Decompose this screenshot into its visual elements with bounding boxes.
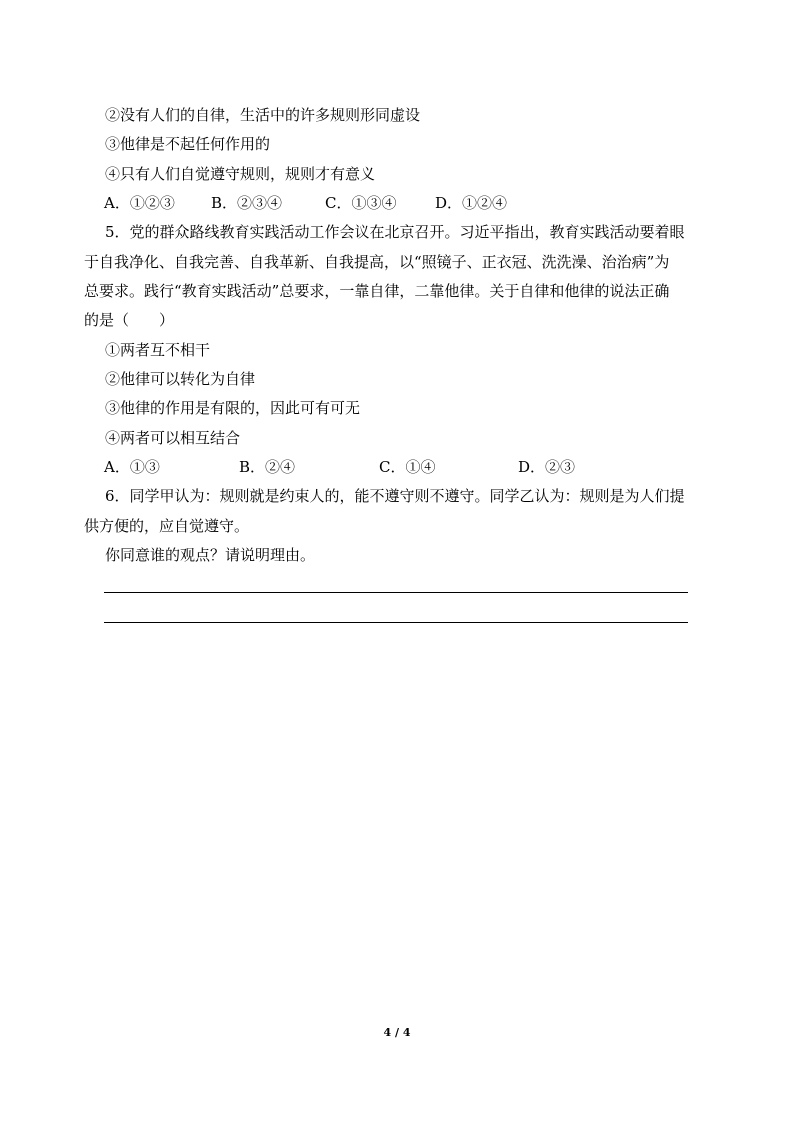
q5-option-2: ②他律可以转化为自律 <box>105 370 256 388</box>
q5-choice-c: C．①④ <box>379 458 436 476</box>
q5-stem-line-3: 总要求。践行“教育实践活动”总要求，一靠自律，二靠他律。关于自律和他律的说法正确 <box>84 282 670 300</box>
answer-line-2[interactable] <box>104 622 688 623</box>
q6-stem-line-2: 供方便的，应自觉遵守。 <box>84 517 250 535</box>
answer-line-1[interactable] <box>104 592 688 593</box>
q5-choice-d: D．②③ <box>518 458 576 476</box>
q4-choice-d: D．①②④ <box>435 194 508 212</box>
q4-option-4: ④只有人们自觉遵守规则，规则才有意义 <box>105 165 376 183</box>
q5-choice-b: B．②④ <box>239 458 296 476</box>
q4-option-2: ②没有人们的自律，生活中的许多规则形同虚设 <box>105 106 421 124</box>
page-number: 4 / 4 <box>383 1026 411 1039</box>
q5-choice-a: A．①③ <box>104 458 160 476</box>
q4-choice-b: B．②③④ <box>211 194 283 212</box>
q4-choice-c: C．①③④ <box>325 194 397 212</box>
q5-option-4: ④两者可以相互结合 <box>105 429 241 447</box>
q5-stem-line-1: 5．党的群众路线教育实践活动工作会议在北京召开。习近平指出，教育实践活动要着眼 <box>105 223 685 241</box>
q5-stem-line-2: 于自我净化、自我完善、自我革新、自我提高，以“照镜子、正衣冠、洗洗澡、治治病”为 <box>84 253 670 271</box>
q4-option-3: ③他律是不起任何作用的 <box>105 135 271 153</box>
q6-stem-line-1: 6．同学甲认为：规则就是约束人的，能不遵守则不遵守。同学乙认为：规则是为人们提 <box>105 487 685 505</box>
q5-stem-line-4: 的是（ ） <box>84 311 175 329</box>
q5-option-3: ③他律的作用是有限的，因此可有可无 <box>105 399 361 417</box>
q6-prompt: 你同意谁的观点？请说明理由。 <box>105 546 316 564</box>
q5-option-1: ①两者互不相干 <box>105 341 211 359</box>
q4-choice-a: A．①②③ <box>104 194 175 212</box>
